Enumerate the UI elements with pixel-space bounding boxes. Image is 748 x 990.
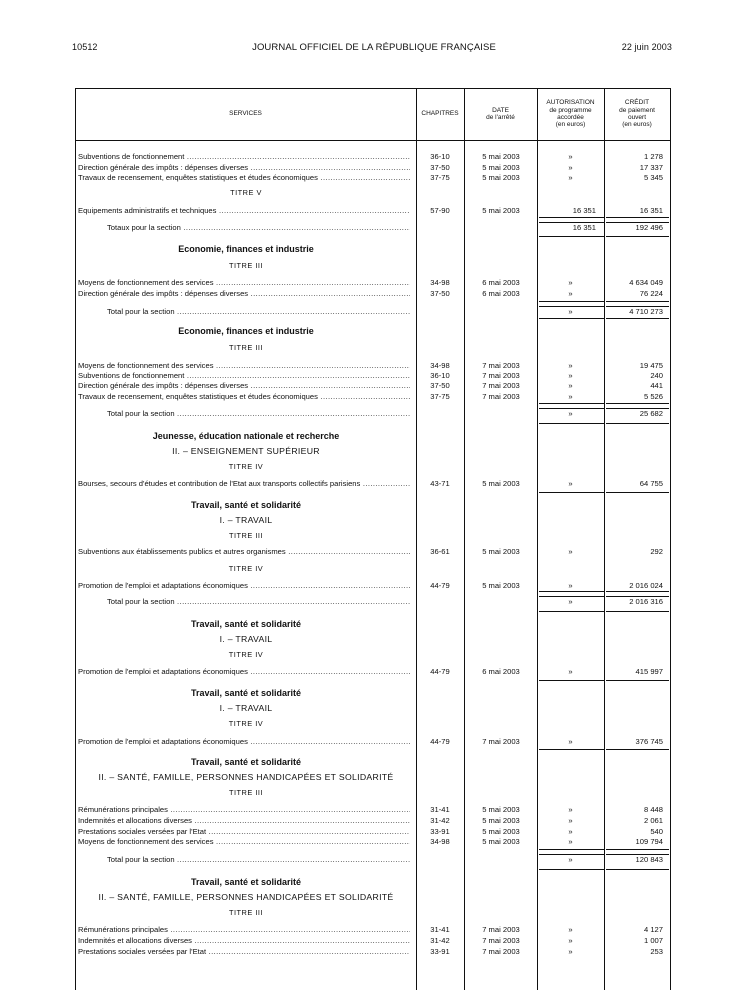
service-cell: Indemnités et allocations diverses ..... [78, 815, 410, 826]
service-cell: Moyens de fonctionnement des services ..... [78, 836, 410, 847]
chapitre-cell: 57-90 [430, 206, 450, 215]
section-separator-rule [539, 318, 604, 323]
service-cell: Promotion de l'emploi et adaptations économiques ..... [78, 666, 410, 677]
total-rule-autorisation [539, 591, 604, 597]
autorisation-cell: 16 351 [572, 223, 596, 232]
date-cell: 5 mai 2003 [482, 206, 520, 215]
titre-heading: TITRE IV [228, 650, 264, 659]
credit-cell: 19 475 [639, 361, 663, 370]
table-row [75, 380, 671, 391]
col-header-services: SERVICES [229, 110, 262, 118]
date-cell: 5 mai 2003 [482, 173, 520, 182]
autorisation-cell: » [568, 837, 573, 846]
table-row [75, 546, 671, 557]
autorisation-cell: » [568, 547, 573, 556]
chapitre-cell: 36-10 [430, 152, 450, 161]
service-cell: Direction générale des impôts : dépenses diverses ..... [78, 288, 410, 299]
service-cell: Rémunérations principales ..... [78, 924, 410, 935]
service-cell: Prestations sociales versées par l'Etat ..... [78, 826, 410, 837]
service-cell: Travaux de recensement, enquêtes statistiques et études économiques ..... [78, 172, 410, 183]
chapitre-cell: 36-61 [430, 547, 450, 556]
service-cell: Rémunérations principales ..... [78, 804, 410, 815]
total-row [75, 306, 671, 317]
table-row [75, 288, 671, 299]
credit-cell: 2 016 024 [629, 581, 663, 590]
credit-cell: 16 351 [639, 206, 663, 215]
autorisation-cell: » [568, 936, 573, 945]
service-cell: Total pour la section ..... [107, 306, 410, 317]
col-header-date: DATE de l'arrêté [486, 106, 515, 121]
total-rule-credit [606, 591, 669, 597]
section-separator-rule [539, 680, 604, 685]
credit-cell: 4 127 [643, 925, 663, 934]
autorisation-cell: » [568, 381, 573, 390]
total-row [75, 596, 671, 607]
subsection-heading: I. – TRAVAIL [219, 634, 273, 644]
chapitre-cell: 33-91 [430, 827, 450, 836]
chapitre-cell: 37-75 [430, 392, 450, 401]
credit-cell: 4 710 273 [629, 307, 663, 316]
autorisation-cell: » [568, 827, 573, 836]
credit-cell: 1 278 [643, 152, 663, 161]
date-cell: 7 mai 2003 [482, 392, 520, 401]
chapitre-cell: 44-79 [430, 581, 450, 590]
chapitre-cell: 44-79 [430, 737, 450, 746]
credit-cell: 253 [650, 947, 663, 956]
chapitre-cell: 43-71 [430, 479, 450, 488]
credit-cell: 292 [650, 547, 663, 556]
date-cell: 5 mai 2003 [482, 581, 520, 590]
total-row [75, 854, 671, 865]
subsection-heading: I. – TRAVAIL [219, 515, 273, 525]
credit-cell: 540 [650, 827, 663, 836]
titre-heading: TITRE III [228, 343, 264, 352]
credit-cell: 240 [650, 371, 663, 380]
credit-cell: 25 682 [639, 409, 663, 418]
col-header-credit: CRÉDIT de paiement ouvert (en euros) [619, 99, 655, 129]
date-cell: 6 mai 2003 [482, 278, 520, 287]
section-separator-rule [539, 492, 604, 497]
service-cell: Subventions de fonctionnement ..... [78, 370, 410, 381]
date-cell: 5 mai 2003 [482, 816, 520, 825]
total-rule-autorisation [539, 849, 604, 855]
chapitre-cell: 37-50 [430, 163, 450, 172]
chapitre-cell: 34-98 [430, 837, 450, 846]
credit-cell: 1 007 [643, 936, 663, 945]
date-cell: 5 mai 2003 [482, 805, 520, 814]
col-header-autorisation: AUTORISATION de programme accordée (en euros) [546, 99, 595, 129]
date-cell: 5 mai 2003 [482, 827, 520, 836]
subsection-heading: II. – SANTÉ, FAMILLE, PERSONNES HANDICAPÉES ET SOLIDARITÉ [98, 892, 394, 902]
budget-table [75, 88, 671, 990]
autorisation-cell: » [568, 479, 573, 488]
autorisation-cell: » [568, 173, 573, 182]
credit-cell: 441 [650, 381, 663, 390]
date-cell: 6 mai 2003 [482, 289, 520, 298]
table-row [75, 924, 671, 935]
section-separator-rule [606, 492, 669, 497]
date-cell: 5 mai 2003 [482, 837, 520, 846]
credit-cell: 8 448 [643, 805, 663, 814]
autorisation-cell: » [568, 409, 573, 418]
autorisation-cell: » [568, 947, 573, 956]
table-row [75, 935, 671, 946]
service-cell: Direction générale des impôts : dépenses diverses ..... [78, 380, 410, 391]
credit-cell: 64 755 [639, 479, 663, 488]
chapitre-cell: 31-41 [430, 805, 450, 814]
table-row [75, 580, 671, 591]
total-rule-autorisation [539, 301, 604, 307]
total-rule-credit [606, 217, 669, 223]
date-cell: 7 mai 2003 [482, 947, 520, 956]
date-cell: 5 mai 2003 [482, 547, 520, 556]
section-separator-rule [606, 611, 669, 616]
titre-heading: TITRE III [228, 261, 264, 270]
table-row [75, 946, 671, 957]
table-row [75, 277, 671, 288]
section-separator-rule [606, 423, 669, 428]
section-separator-rule [606, 749, 669, 754]
chapitre-cell: 37-50 [430, 289, 450, 298]
total-rule-autorisation [539, 403, 604, 409]
titre-heading: TITRE III [228, 531, 264, 540]
chapitre-cell: 37-75 [430, 173, 450, 182]
credit-cell: 120 843 [635, 855, 663, 864]
date-cell: 5 mai 2003 [482, 163, 520, 172]
autorisation-cell: » [568, 278, 573, 287]
chapitre-cell: 33-91 [430, 947, 450, 956]
date-cell: 7 mai 2003 [482, 381, 520, 390]
section-heading: Travail, santé et solidarité [190, 877, 302, 887]
chapitre-cell: 34-98 [430, 278, 450, 287]
table-row [75, 172, 671, 183]
autorisation-cell: » [568, 371, 573, 380]
titre-heading: TITRE IV [228, 719, 264, 728]
credit-cell: 192 496 [635, 223, 663, 232]
autorisation-cell: » [568, 667, 573, 676]
date-cell: 7 mai 2003 [482, 361, 520, 370]
col-header-chapitres: CHAPITRES [421, 110, 459, 118]
credit-cell: 17 337 [639, 163, 663, 172]
date-cell: 7 mai 2003 [482, 371, 520, 380]
chapitre-cell: 34-98 [430, 361, 450, 370]
autorisation-cell: » [568, 805, 573, 814]
table-row [75, 836, 671, 847]
titre-heading: TITRE III [228, 788, 264, 797]
autorisation-cell: » [568, 392, 573, 401]
service-cell: Direction générale des impôts : dépenses diverses ..... [78, 162, 410, 173]
service-cell: Promotion de l'emploi et adaptations économiques ..... [78, 736, 410, 747]
section-separator-rule [606, 318, 669, 323]
autorisation-cell: » [568, 816, 573, 825]
total-rule-credit [606, 849, 669, 855]
date-cell: 7 mai 2003 [482, 936, 520, 945]
date-cell: 6 mai 2003 [482, 667, 520, 676]
section-heading: Jeunesse, éducation nationale et recherche [152, 431, 340, 441]
chapitre-cell: 36-10 [430, 371, 450, 380]
service-cell: Travaux de recensement, enquêtes statistiques et études économiques ..... [78, 391, 410, 402]
total-row [75, 222, 671, 233]
table-row [75, 804, 671, 815]
table-row [75, 478, 671, 489]
autorisation-cell: » [568, 152, 573, 161]
service-cell: Moyens de fonctionnement des services ..... [78, 277, 410, 288]
chapitre-cell: 44-79 [430, 667, 450, 676]
section-separator-rule [606, 236, 669, 241]
section-heading: Travail, santé et solidarité [190, 500, 302, 510]
table-row [75, 151, 671, 162]
page-number: 10512 [72, 42, 98, 52]
credit-cell: 5 345 [643, 173, 663, 182]
service-cell: Bourses, secours d'études et contribution de l'Etat aux transports collectifs parisiens ..... [78, 478, 410, 489]
credit-cell: 415 997 [635, 667, 663, 676]
section-heading: Economie, finances et industrie [178, 244, 314, 254]
table-row [75, 736, 671, 747]
service-cell: Subventions de fonctionnement ..... [78, 151, 410, 162]
autorisation-cell: » [568, 925, 573, 934]
table-row [75, 666, 671, 677]
service-cell: Indemnités et allocations diverses ..... [78, 935, 410, 946]
subsection-heading: II. – SANTÉ, FAMILLE, PERSONNES HANDICAPÉES ET SOLIDARITÉ [98, 772, 394, 782]
credit-cell: 2 061 [643, 816, 663, 825]
total-row [75, 408, 671, 419]
total-rule-credit [606, 403, 669, 409]
page-date: 22 juin 2003 [621, 42, 672, 52]
service-cell: Total pour la section ..... [107, 596, 410, 607]
section-separator-rule [539, 611, 604, 616]
service-cell: Prestations sociales versées par l'Etat ..... [78, 946, 410, 957]
titre-heading: TITRE III [228, 908, 264, 917]
autorisation-cell: » [568, 597, 573, 606]
service-cell: Promotion de l'emploi et adaptations économiques ..... [78, 580, 410, 591]
service-cell: Moyens de fonctionnement des services ..... [78, 360, 410, 371]
total-rule-autorisation [539, 217, 604, 223]
autorisation-cell: 16 351 [572, 206, 596, 215]
section-heading: Travail, santé et solidarité [190, 688, 302, 698]
date-cell: 5 mai 2003 [482, 152, 520, 161]
date-cell: 5 mai 2003 [482, 479, 520, 488]
credit-cell: 76 224 [639, 289, 663, 298]
section-heading: Travail, santé et solidarité [190, 619, 302, 629]
autorisation-cell: » [568, 289, 573, 298]
autorisation-cell: » [568, 163, 573, 172]
chapitre-cell: 31-42 [430, 936, 450, 945]
subsection-heading: II. – ENSEIGNEMENT SUPÉRIEUR [172, 446, 320, 456]
section-separator-rule [539, 749, 604, 754]
chapitre-cell: 31-42 [430, 816, 450, 825]
credit-cell: 2 016 316 [629, 597, 663, 606]
table-row [75, 815, 671, 826]
total-rule-credit [606, 301, 669, 307]
table-row [75, 205, 671, 216]
credit-cell: 4 634 049 [629, 278, 663, 287]
autorisation-cell: » [568, 855, 573, 864]
service-cell: Total pour la section ..... [107, 408, 410, 419]
credit-cell: 376 745 [635, 737, 663, 746]
credit-cell: 5 526 [643, 392, 663, 401]
journal-title: JOURNAL OFFICIEL DE LA RÉPUBLIQUE FRANÇAISE [252, 42, 496, 53]
section-separator-rule [539, 869, 604, 874]
chapitre-cell: 37-50 [430, 381, 450, 390]
section-heading: Economie, finances et industrie [178, 326, 314, 336]
section-heading: Travail, santé et solidarité [190, 757, 302, 767]
section-separator-rule [606, 869, 669, 874]
titre-heading: TITRE IV [228, 462, 264, 471]
table-row [75, 391, 671, 402]
chapitre-cell: 31-41 [430, 925, 450, 934]
credit-cell: 109 794 [635, 837, 663, 846]
autorisation-cell: » [568, 361, 573, 370]
service-cell: Equipements administratifs et techniques ..... [78, 205, 410, 216]
service-cell: Subventions aux établissements publics et autres organismes ..... [78, 546, 410, 557]
subsection-heading: I. – TRAVAIL [219, 703, 273, 713]
section-separator-rule [539, 423, 604, 428]
autorisation-cell: » [568, 581, 573, 590]
service-cell: Total pour la section ..... [107, 854, 410, 865]
date-cell: 7 mai 2003 [482, 737, 520, 746]
autorisation-cell: » [568, 737, 573, 746]
header-bottom-border [75, 140, 671, 141]
section-separator-rule [606, 680, 669, 685]
section-separator-rule [539, 236, 604, 241]
titre-heading: TITRE IV [228, 564, 264, 573]
titre-heading: TITRE V [230, 188, 262, 197]
date-cell: 7 mai 2003 [482, 925, 520, 934]
autorisation-cell: » [568, 307, 573, 316]
service-cell: Totaux pour la section ..... [107, 222, 410, 233]
